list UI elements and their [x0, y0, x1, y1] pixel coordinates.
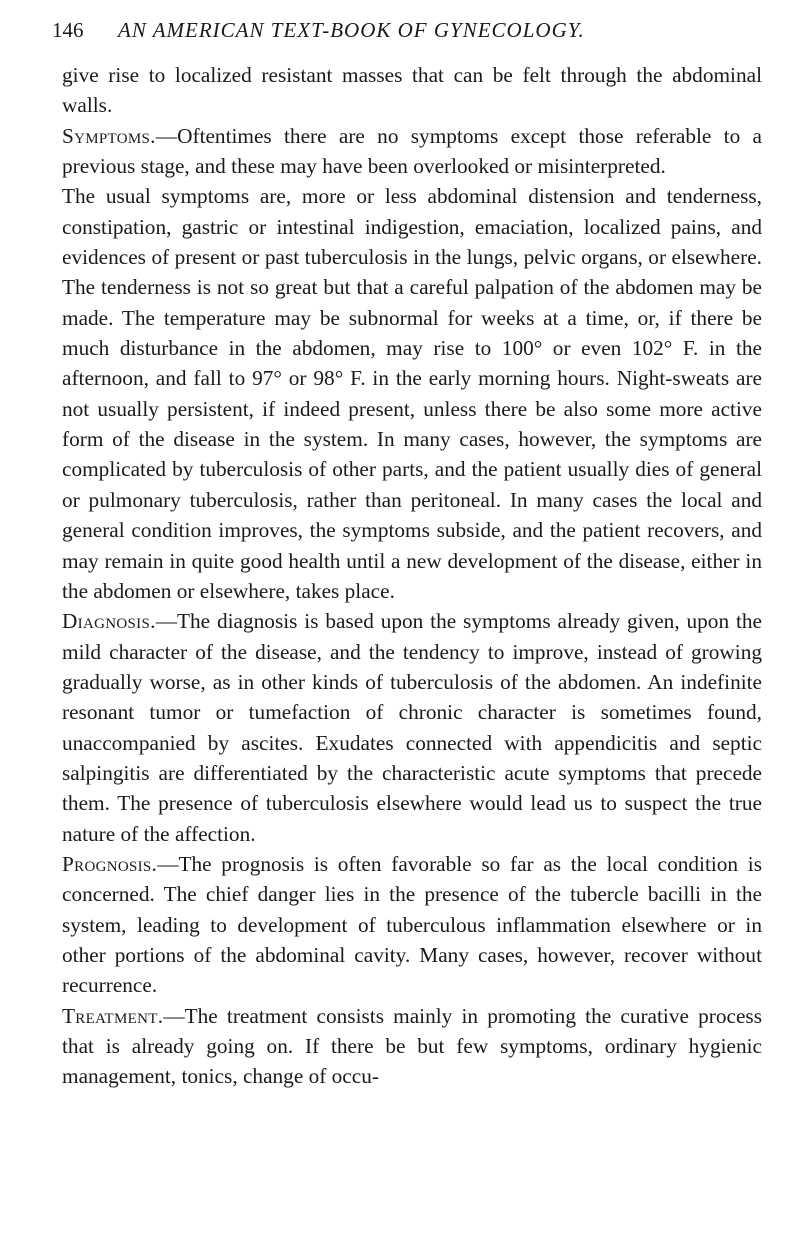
paragraph-usual-symptoms [62, 181, 762, 606]
paragraph-text: —Oftentimes there are no symptoms except those referable to a previous stage, and these may have been overlooked or misinterpreted. [62, 123, 762, 179]
running-title: AN AMERICAN TEXT-BOOK OF GYNECOLOGY. [118, 18, 585, 42]
section-heading-diagnosis: Diagnosis. [62, 609, 156, 634]
body-text [62, 60, 762, 1092]
paragraph-text: The usual symptoms are, more or less abdominal distension and tenderness, constipation, gastric or intestinal indigestion, emaciation, localized pains, and evidences of present or past tuberculosis in the lungs, pelvic organs, or elsewhere. The tenderness is not so great but that a careful palpation of the abdomen may be made. The temperature may be subnormal for weeks at a time, or, if there be much disturbance in the abdomen, may rise to 100° or even 102° F. in the afternoon, and fall to 97° or 98° F. in the early morning hours. Night-sweats are not usually persistent, if indeed present, unless there be also some more active form of the disease in the system. In many cases, however, the symptoms are complicated by tuberculosis of other parts, and the patient usually dies of general or pulmonary tuberculosis, rather than peritoneal. In many cases the local and general condition improves, the symptoms subside, and the patient recovers, and may remain in quite good health until a new development of the disease, either in the abdomen or elsewhere, takes place. [62, 184, 762, 603]
paragraph-text: —The diagnosis is based upon the symptoms already given, upon the mild character of the disease, and the tendency to improve, instead of growing gradually worse, as in other kinds of tuberculosis of the abdomen. An indefinite resonant tumor or tumefaction of chronic character is sometimes found, unaccompanied by ascites. Exudates connected with appendicitis and septic salpingitis are differentiated by the characteristic acute symptoms that precede them. The presence of tuberculosis elsewhere would lead us to suspect the true nature of the affection. [62, 609, 762, 846]
paragraph-text: —The prognosis is often favorable so far as the local condition is concerned. The chief danger lies in the presence of the tubercle bacilli in the system, leading to development of tuberculous inflammation elsewhere or in other portions of the abdominal cavity. Many cases, however, recover without recurrence. [62, 851, 762, 998]
paragraph-continuation [62, 60, 762, 121]
paragraph-text: give rise to localized resistant masses that can be felt through the abdominal walls. [62, 63, 762, 118]
paragraph-diagnosis [62, 606, 762, 849]
paragraph-treatment [62, 1001, 762, 1092]
section-heading-treatment: Treatment. [62, 1003, 164, 1028]
paragraph-text: —The treatment consists mainly in promoting the curative process that is already going on. If there be but few symptoms, ordinary hygienic management, tonics, change of occu- [62, 1003, 762, 1089]
running-head [52, 18, 752, 48]
page-number: 146 [52, 18, 84, 42]
section-heading-symptoms: Symptoms. [62, 123, 156, 148]
section-heading-prognosis: Prognosis. [62, 851, 158, 876]
paragraph-symptoms [62, 121, 762, 182]
paragraph-prognosis [62, 849, 762, 1001]
